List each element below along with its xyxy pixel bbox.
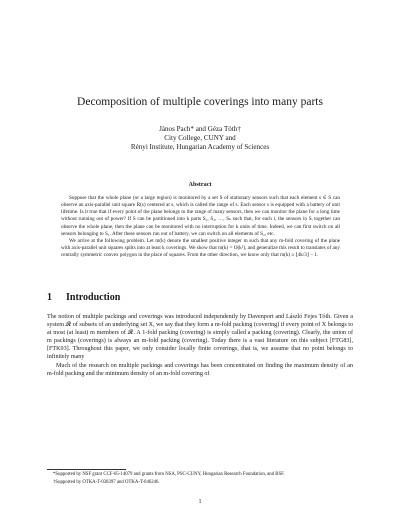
abstract-heading: Abstract <box>188 181 212 188</box>
footnote-rule <box>47 469 126 470</box>
section-heading <box>47 292 120 304</box>
affiliation-line-1: City College, CUNY and <box>164 134 236 142</box>
section-title: Introduction <box>66 292 121 303</box>
body-paragraph-1: The notion of multiple packings and coverings was introduced independently by Davenport and László Fejes Tóth. Given a system 𝓡 of subsets of an underlying set X, we say that they form a m-fold packing (covering) if every point of X belongs to at most (at least) m members of 𝓡. A 1-fold packing (covering) is simply called a packing (covering). Clearly, the union of m packings (coverings) is always an m-fold packing (covering). Today there is a vast literature on this subject [FTG83], [FTK93]. Throughout this paper, we only consider locally finite coverings, that is, we assume that no point belongs to infinitely many <box>47 314 353 361</box>
body-paragraph-2: Much of the research on multiple packings and coverings has been concentrated on finding the maximum density of an m-fold packing and the minimum density of an m-fold covering of <box>47 363 353 378</box>
page-number: 1 <box>198 499 202 505</box>
abstract-paragraph-1: Suppose that the whole plane (or a large region) is monitored by a set S of stationary sensors such that each element s ∈ S can observe an axis-parallel unit square R(s) centered at s, which is called the range of s. Each sensor s is equipped with a battery of unit lifetime. Is it true that if every point of the plane belongs to the range of many sensors, then we can monitor the plane for a long time without running out of power? If S can be partitioned into k parts S₁, S₂, …, Sₖ such that, for each i, the sensors in Sᵢ together can observe the whole plane, then the plane can be monitored with no interruption for k units of time. Indeed, we can first switch on all sensors belonging to S₁. After these sensors run out of battery, we can switch on all elements of S₂, etc. <box>61 195 340 237</box>
authors-line: János Pach* and Géza Tóth† <box>159 125 241 133</box>
abstract-paragraph-2: We arrive at the following problem. Let m(k) denote the smallest positive integer m such that any m-fold covering of the plane with axis-parallel unit squares splits into at least k coverings. We show that m(k) = O(k²), and generalize this result to translates of any centrally symmetric convex polygon in the place of squares. From the other direction, we know only that m(k) ≥ ⌊4k/3⌋ − 1. <box>61 237 340 259</box>
footnote-2: †Supported by OTKA-T-038397 and OTKA-T-046246. <box>53 480 160 486</box>
affiliation-line-2: Rényi Institute, Hungarian Academy of Sciences <box>130 143 270 151</box>
body-text <box>47 313 353 378</box>
footnotes <box>47 472 353 487</box>
footnote-1: *Supported by NSF grant CCF-05-14079 and grants from NSA, PSC-CUNY, Hungarian Research Foundation, and BSF. <box>53 472 285 477</box>
author-block <box>0 125 400 152</box>
section-number: 1 <box>47 292 52 303</box>
abstract-text <box>61 195 340 259</box>
paper-title: Decomposition of multiple coverings into many parts <box>77 96 323 108</box>
